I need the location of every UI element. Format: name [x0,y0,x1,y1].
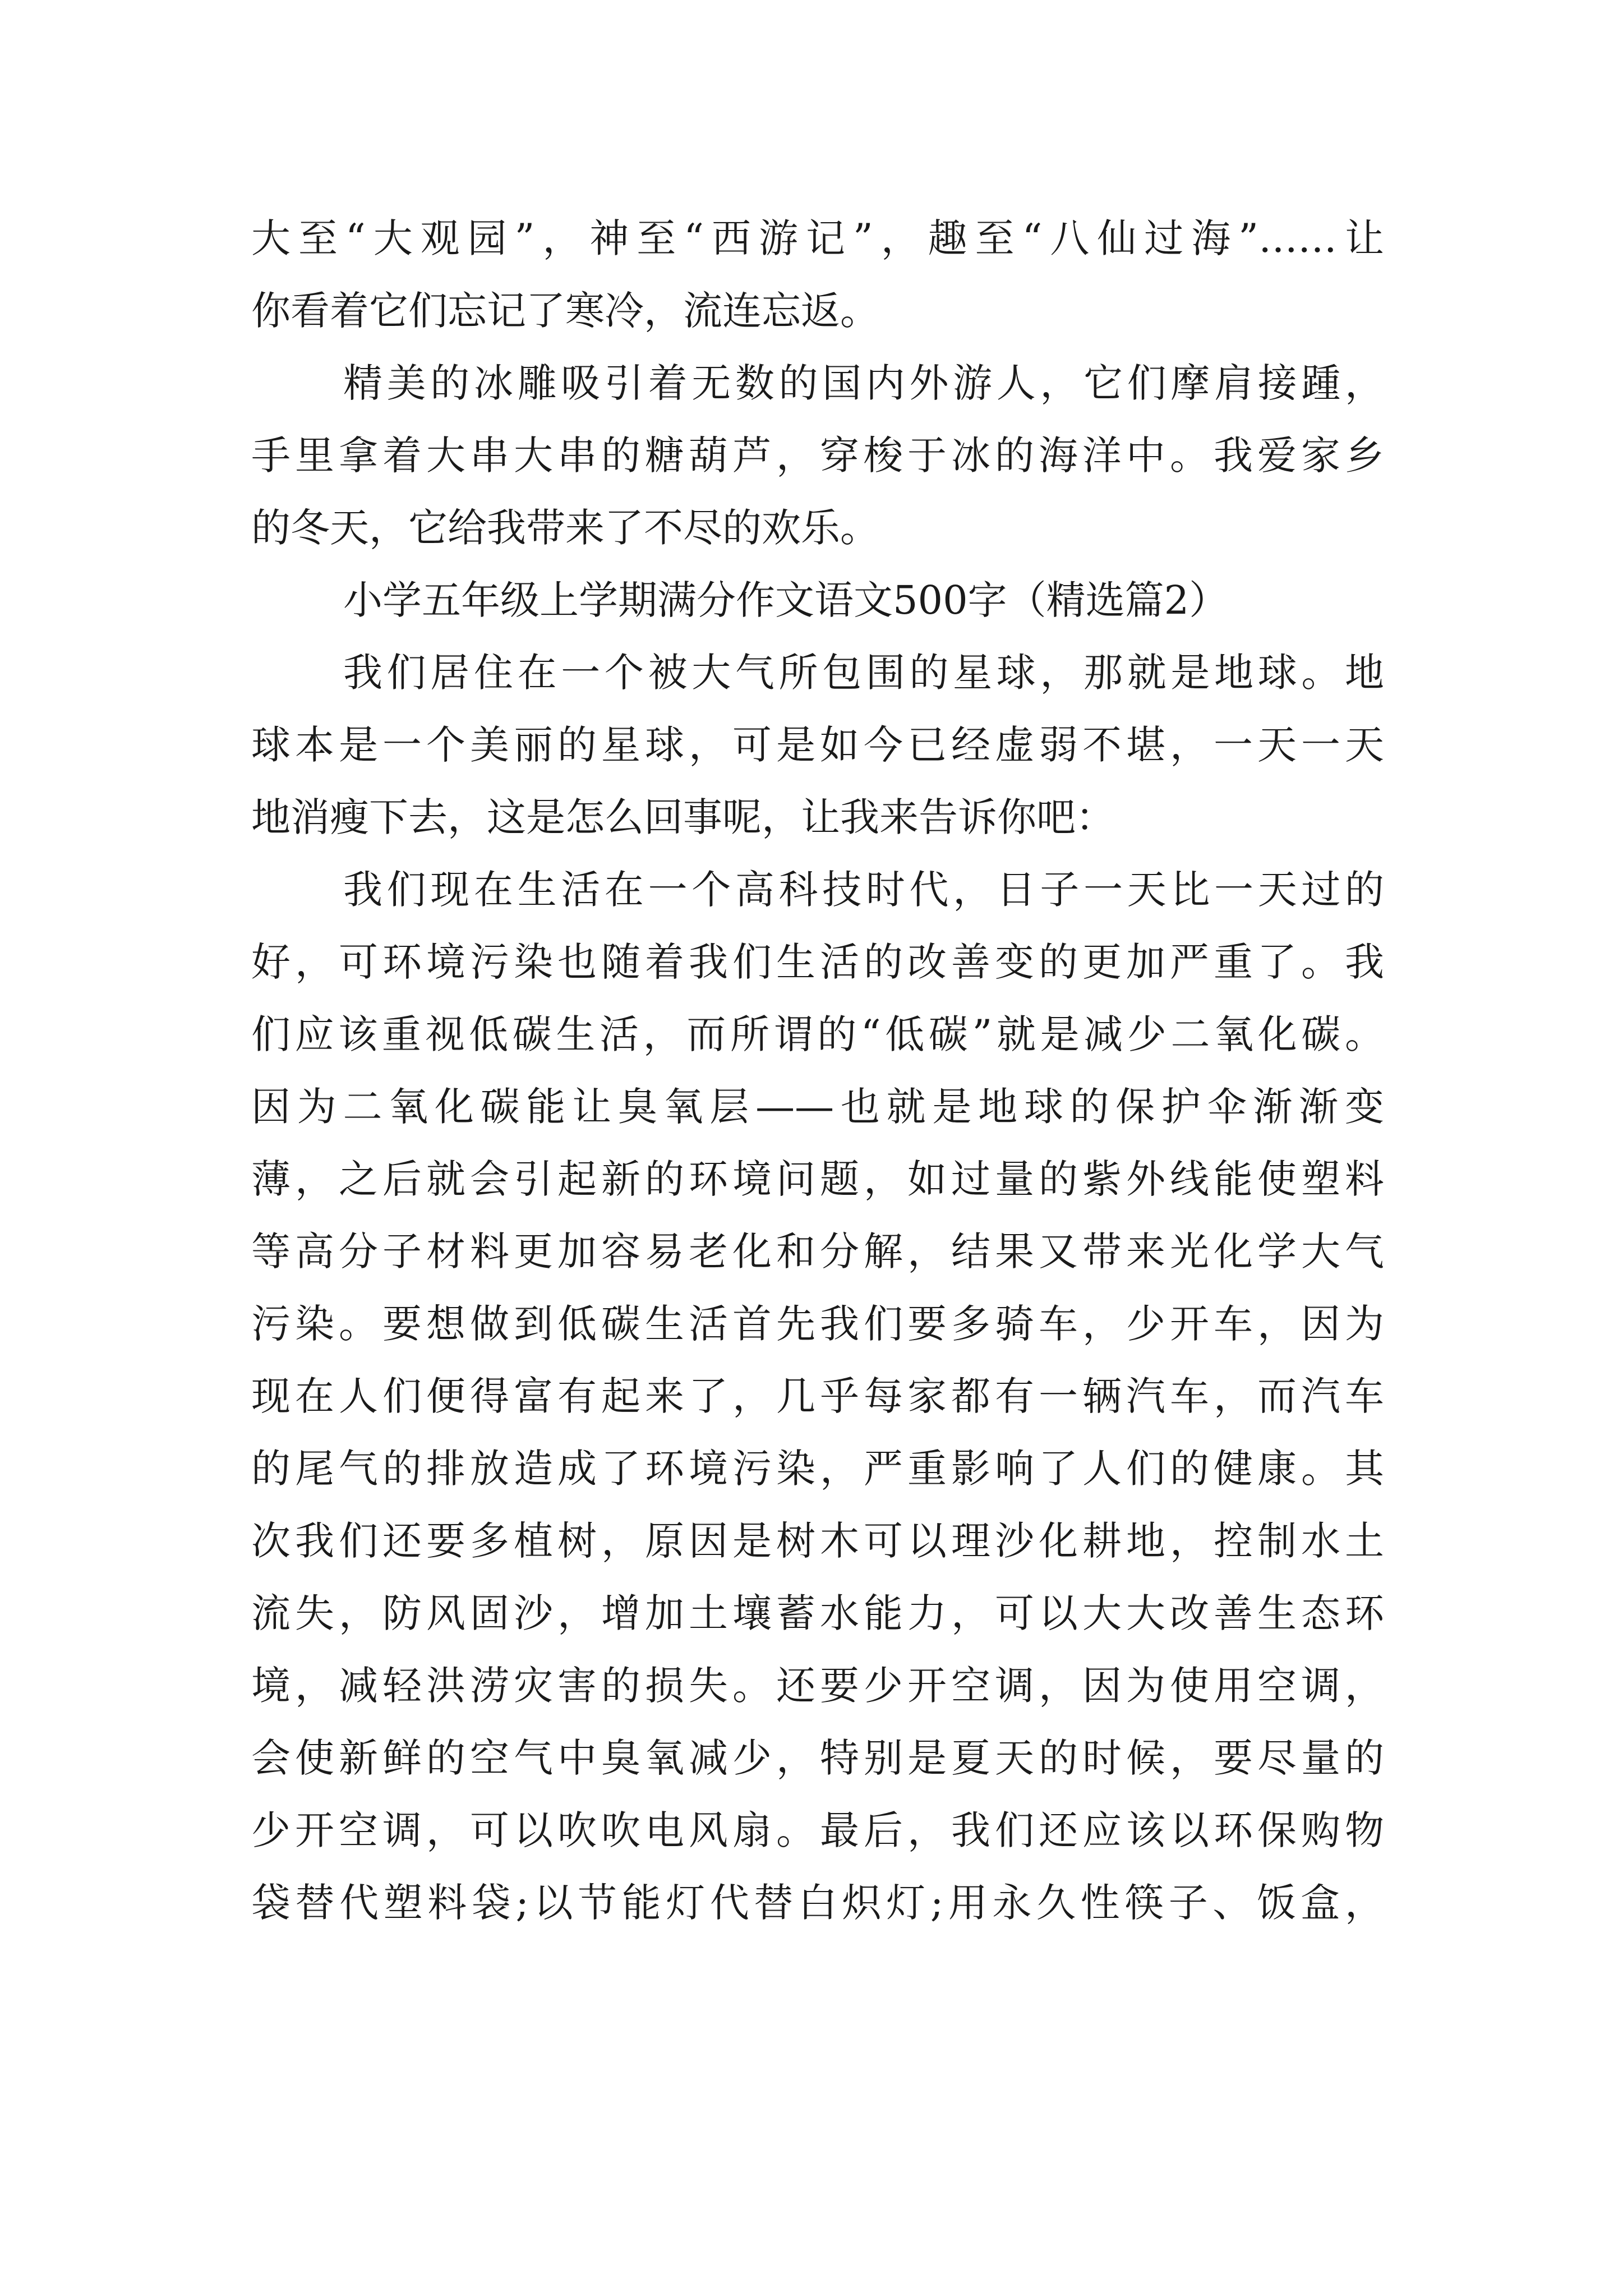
text-line: 你看着它们忘记了寒冷，流连忘返。 [251,288,879,334]
text-line: 次我们还要多植树，原因是树木可以理沙化耕地，控制水土 [251,1518,1384,1564]
paragraph-first-line: 我们居住在一个被大气所包围的星球，那就是地球。地 [343,650,1384,696]
text-line: 因为二氧化碳能让臭氧层——也就是地球的保护伞渐渐变 [251,1084,1384,1130]
text-line: 手里拿着大串大串的糖葫芦，穿梭于冰的海洋中。我爱家乡 [251,432,1384,478]
text-line: 现在人们便得富有起来了，几乎每家都有一辆汽车，而汽车 [251,1373,1384,1419]
text-line: 少开空调，可以吹吹电风扇。最后，我们还应该以环保购物 [251,1807,1384,1853]
text-line: 污染。要想做到低碳生活首先我们要多骑车，少开车，因为 [251,1301,1384,1347]
text-line: 薄，之后就会引起新的环境问题，如过量的紫外线能使塑料 [251,1156,1384,1202]
text-line: 地消瘦下去，这是怎么回事呢，让我来告诉你吧： [251,794,1115,840]
section-heading: 小学五年级上学期满分作文语文500字（精选篇2） [343,577,1229,623]
paragraph-first-line: 精美的冰雕吸引着无数的国内外游人，它们摩肩接踵， [343,360,1384,406]
paragraph-first-line: 我们现在生活在一个高科技时代，日子一天比一天过的 [343,867,1384,913]
text-line: 流失，防风固沙，增加土壤蓄水能力，可以大大改善生态环 [251,1590,1384,1636]
text-line: 们应该重视低碳生活，而所谓的“低碳”就是减少二氧化碳。 [251,1011,1384,1057]
text-line: 的尾气的排放造成了环境污染，严重影响了人们的健康。其 [251,1446,1384,1492]
text-line: 袋替代塑料袋;以节能灯代替白炽灯;用永久性筷子、饭盒， [251,1880,1384,1926]
text-line: 会使新鲜的空气中臭氧减少，特别是夏天的时候，要尽量的 [251,1735,1384,1781]
text-line: 等高分子材料更加容易老化和分解，结果又带来光化学大气 [251,1228,1384,1274]
text-line: 大至“大观园”，神至“西游记”，趣至“八仙过海”……让 [251,215,1384,261]
text-line: 境，减轻洪涝灾害的损失。还要少开空调，因为使用空调， [251,1663,1384,1709]
text-line: 好，可环境污染也随着我们生活的改善变的更加严重了。我 [251,939,1384,985]
text-line: 球本是一个美丽的星球，可是如今已经虚弱不堪，一天一天 [251,722,1384,768]
text-line: 的冬天，它给我带来了不尽的欢乐。 [251,505,879,551]
